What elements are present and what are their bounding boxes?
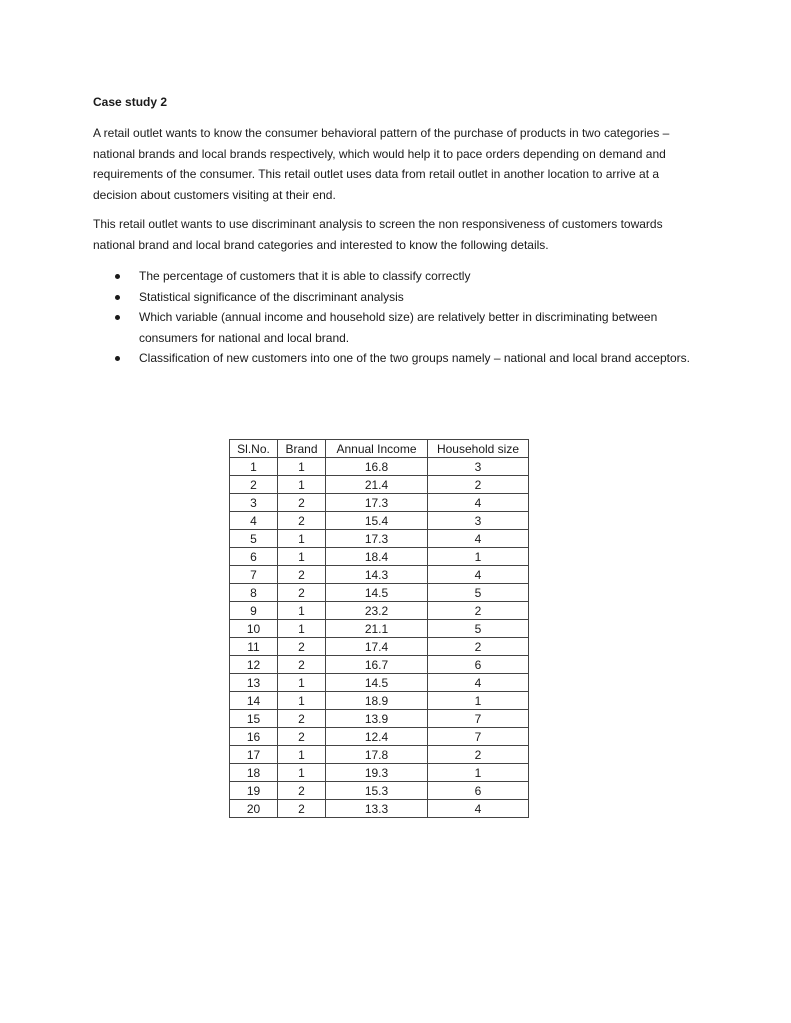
objective-paragraph: This retail outlet wants to use discriminant analysis to screen the non responsiveness of customers towards national brand and local brand categories and interested to know the following details. (93, 217, 663, 252)
table-row (230, 674, 529, 692)
cell-brand: 1 (278, 746, 326, 764)
cell-household-size: 3 (428, 458, 529, 476)
cell-brand: 2 (278, 584, 326, 602)
table-row (230, 656, 529, 674)
list-item-text: The percentage of customers that it is able to classify correctly (139, 269, 471, 283)
table-row (230, 782, 529, 800)
list-item (93, 348, 693, 369)
cell-brand: 1 (278, 764, 326, 782)
table-row (230, 584, 529, 602)
cell-household-size: 1 (428, 548, 529, 566)
cell-household-size: 6 (428, 782, 529, 800)
table-row (230, 764, 529, 782)
cell-sl-no: 9 (230, 602, 278, 620)
header-annual-income: Annual Income (326, 440, 428, 458)
cell-sl-no: 7 (230, 566, 278, 584)
cell-sl-no: 6 (230, 548, 278, 566)
cell-annual-income: 12.4 (326, 728, 428, 746)
cell-household-size: 2 (428, 476, 529, 494)
bullet-icon (115, 295, 120, 300)
cell-household-size: 4 (428, 566, 529, 584)
cell-annual-income: 18.9 (326, 692, 428, 710)
cell-annual-income: 16.8 (326, 458, 428, 476)
table-row (230, 548, 529, 566)
cell-sl-no: 10 (230, 620, 278, 638)
list-item (93, 307, 693, 348)
bullet-icon (115, 274, 120, 279)
header-brand: Brand (278, 440, 326, 458)
cell-sl-no: 18 (230, 764, 278, 782)
list-item (93, 287, 693, 308)
table-row (230, 746, 529, 764)
table-row (230, 494, 529, 512)
cell-household-size: 4 (428, 530, 529, 548)
table-row (230, 530, 529, 548)
cell-sl-no: 11 (230, 638, 278, 656)
table-body (230, 458, 529, 818)
cell-household-size: 2 (428, 746, 529, 764)
cell-sl-no: 12 (230, 656, 278, 674)
details-list (93, 266, 693, 369)
cell-brand: 1 (278, 548, 326, 566)
table-row (230, 476, 529, 494)
document-body (93, 93, 693, 369)
list-item-text: Classification of new customers into one of the two groups namely – national and local brand acceptors. (139, 351, 690, 365)
cell-annual-income: 13.3 (326, 800, 428, 818)
cell-brand: 2 (278, 710, 326, 728)
table-row (230, 512, 529, 530)
cell-annual-income: 15.3 (326, 782, 428, 800)
cell-annual-income: 14.5 (326, 674, 428, 692)
cell-sl-no: 19 (230, 782, 278, 800)
cell-brand: 1 (278, 674, 326, 692)
customer-data-table (229, 439, 529, 818)
header-household-size: Household size (428, 440, 529, 458)
table-row (230, 728, 529, 746)
cell-sl-no: 16 (230, 728, 278, 746)
cell-sl-no: 8 (230, 584, 278, 602)
cell-brand: 2 (278, 566, 326, 584)
cell-household-size: 3 (428, 512, 529, 530)
cell-annual-income: 23.2 (326, 602, 428, 620)
table-row (230, 800, 529, 818)
cell-sl-no: 14 (230, 692, 278, 710)
table-row (230, 638, 529, 656)
cell-annual-income: 15.4 (326, 512, 428, 530)
cell-brand: 2 (278, 800, 326, 818)
cell-annual-income: 17.3 (326, 494, 428, 512)
cell-sl-no: 15 (230, 710, 278, 728)
table-header-row (230, 440, 529, 458)
cell-brand: 2 (278, 494, 326, 512)
case-study-title: Case study 2 (93, 95, 168, 109)
cell-annual-income: 17.4 (326, 638, 428, 656)
cell-brand: 1 (278, 458, 326, 476)
cell-annual-income: 19.3 (326, 764, 428, 782)
intro-paragraph: A retail outlet wants to know the consumer behavioral pattern of the purchase of products in two categories – national brands and local brands respectively, which would help it to pace orders depending on demand and requirements of the consumer. This retail outlet uses data from retail outlet in another location to arrive at a decision about customers visiting at their end. (93, 126, 670, 202)
table-row (230, 710, 529, 728)
cell-annual-income: 21.1 (326, 620, 428, 638)
cell-sl-no: 2 (230, 476, 278, 494)
cell-brand: 1 (278, 530, 326, 548)
table-row (230, 602, 529, 620)
cell-household-size: 5 (428, 584, 529, 602)
list-item-text: Which variable (annual income and household size) are relatively better in discriminating between consumers for national and local brand. (139, 310, 658, 345)
cell-brand: 1 (278, 476, 326, 494)
cell-brand: 2 (278, 656, 326, 674)
cell-household-size: 4 (428, 674, 529, 692)
cell-annual-income: 14.5 (326, 584, 428, 602)
cell-household-size: 2 (428, 602, 529, 620)
cell-annual-income: 16.7 (326, 656, 428, 674)
cell-brand: 2 (278, 512, 326, 530)
bullet-icon (115, 315, 120, 320)
cell-brand: 2 (278, 782, 326, 800)
cell-sl-no: 4 (230, 512, 278, 530)
header-sl-no: Sl.No. (230, 440, 278, 458)
cell-sl-no: 17 (230, 746, 278, 764)
cell-brand: 1 (278, 692, 326, 710)
cell-sl-no: 5 (230, 530, 278, 548)
table-row (230, 566, 529, 584)
table-row (230, 692, 529, 710)
list-item (93, 266, 693, 287)
cell-household-size: 6 (428, 656, 529, 674)
cell-sl-no: 1 (230, 458, 278, 476)
cell-household-size: 2 (428, 638, 529, 656)
cell-annual-income: 17.8 (326, 746, 428, 764)
cell-brand: 1 (278, 602, 326, 620)
cell-annual-income: 21.4 (326, 476, 428, 494)
table-row (230, 620, 529, 638)
cell-household-size: 4 (428, 800, 529, 818)
cell-brand: 2 (278, 728, 326, 746)
cell-sl-no: 13 (230, 674, 278, 692)
cell-household-size: 1 (428, 692, 529, 710)
cell-household-size: 7 (428, 728, 529, 746)
bullet-icon (115, 356, 120, 361)
table-row (230, 458, 529, 476)
cell-household-size: 7 (428, 710, 529, 728)
cell-annual-income: 17.3 (326, 530, 428, 548)
cell-sl-no: 20 (230, 800, 278, 818)
cell-annual-income: 13.9 (326, 710, 428, 728)
cell-household-size: 5 (428, 620, 529, 638)
cell-annual-income: 18.4 (326, 548, 428, 566)
cell-brand: 1 (278, 620, 326, 638)
cell-household-size: 1 (428, 764, 529, 782)
list-item-text: Statistical significance of the discriminant analysis (139, 289, 404, 304)
cell-sl-no: 3 (230, 494, 278, 512)
cell-annual-income: 14.3 (326, 566, 428, 584)
cell-brand: 2 (278, 638, 326, 656)
cell-household-size: 4 (428, 494, 529, 512)
